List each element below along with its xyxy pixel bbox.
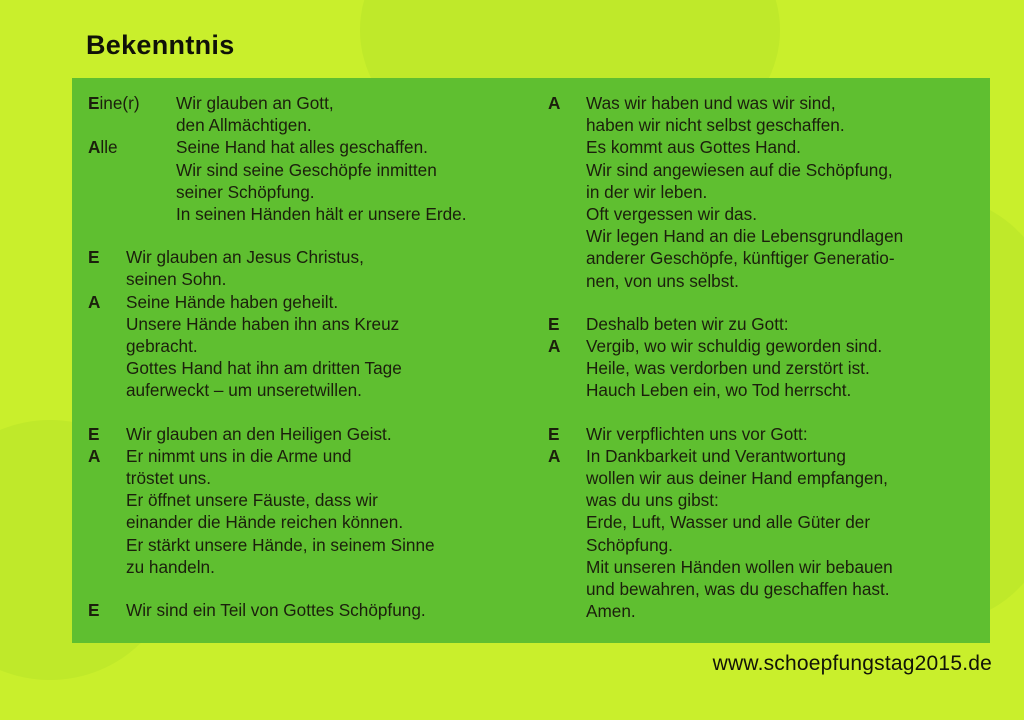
text-line: [88, 136, 528, 158]
line-text: anderer Geschöpfe, künftiger Generatio-: [586, 248, 895, 269]
line-text: Wir sind ein Teil von Gottes Schöpfung.: [126, 600, 426, 621]
speaker-label: [548, 556, 586, 578]
text-block: [548, 313, 978, 402]
line-text: Erde, Luft, Wasser und alle Güter der: [586, 512, 871, 533]
speaker-label: [548, 578, 586, 600]
speaker-label: [548, 600, 586, 622]
speaker-label: E: [88, 247, 100, 268]
text-line: [88, 445, 528, 467]
line-text: Wir sind seine Geschöpfe inmitten: [176, 159, 437, 180]
speaker-label: [88, 114, 176, 136]
line-text: einander die Hände reichen können.: [126, 512, 404, 533]
text-line: [548, 181, 978, 203]
text-line: [88, 599, 528, 621]
speaker-label: A: [548, 336, 561, 357]
text-line: [88, 511, 528, 533]
line-text: Unsere Hände haben ihn ans Kreuz: [126, 313, 400, 334]
text-line: [88, 313, 528, 335]
speaker-label: [548, 489, 586, 511]
line-text: seinen Sohn.: [126, 269, 227, 290]
line-text: Oft vergessen wir das.: [586, 204, 757, 225]
text-line: [88, 203, 528, 225]
text-line: [88, 423, 528, 445]
line-text: Gottes Hand hat ihn am dritten Tage: [126, 358, 402, 379]
line-text: Schöpfung.: [586, 534, 673, 555]
text-line: [88, 379, 528, 401]
text-line: [548, 489, 978, 511]
line-text: was du uns gibst:: [586, 490, 719, 511]
speaker-label: [88, 335, 126, 357]
line-text: Wir legen Hand an die Lebensgrundlagen: [586, 226, 904, 247]
line-text: zu handeln.: [126, 556, 215, 577]
speaker-label: [88, 467, 126, 489]
left-column: [88, 92, 528, 642]
line-text: In Dankbarkeit und Verantwortung: [586, 445, 846, 466]
text-block: [88, 246, 528, 401]
speaker-label: [548, 159, 586, 181]
text-line: [548, 92, 978, 114]
speaker-label: [88, 379, 126, 401]
line-text: Mit unseren Händen wollen wir bebauen: [586, 556, 893, 577]
line-text: wollen wir aus deiner Hand empfangen,: [586, 468, 888, 489]
text-line: [548, 467, 978, 489]
text-line: [548, 114, 978, 136]
line-text: Was wir haben und was wir sind,: [586, 93, 836, 113]
speaker-label: [548, 136, 586, 158]
line-text: Deshalb beten wir zu Gott:: [586, 313, 789, 334]
speaker-label: [548, 270, 586, 292]
text-line: [548, 578, 978, 600]
line-text: Wir glauben an Gott,: [176, 93, 334, 113]
text-line: [88, 181, 528, 203]
line-text: Es kommt aus Gottes Hand.: [586, 137, 801, 158]
speaker-label: [548, 467, 586, 489]
text-line: [88, 268, 528, 290]
text-block: [548, 92, 978, 292]
line-text: Amen.: [586, 601, 636, 622]
line-text: In seinen Händen hält er unsere Erde.: [176, 204, 467, 225]
line-text: den Allmächtigen.: [176, 115, 312, 136]
speaker-label: [548, 203, 586, 225]
right-column: [548, 92, 978, 643]
line-text: tröstet uns.: [126, 468, 212, 489]
speaker-label: Eine(r): [88, 93, 140, 113]
text-line: [548, 136, 978, 158]
line-text: Heile, was verdorben und zerstört ist.: [586, 358, 870, 379]
text-line: [88, 489, 528, 511]
speaker-label: [88, 181, 176, 203]
text-line: [548, 270, 978, 292]
speaker-label: [548, 534, 586, 556]
speaker-label: A: [88, 445, 101, 466]
speaker-label: [548, 114, 586, 136]
speaker-label: [548, 357, 586, 379]
text-line: [548, 600, 978, 622]
text-block: [88, 599, 528, 621]
text-block: [548, 423, 978, 623]
text-line: [548, 335, 978, 357]
text-line: [88, 467, 528, 489]
text-line: [548, 357, 978, 379]
speaker-label: [548, 181, 586, 203]
line-text: Vergib, wo wir schuldig geworden sind.: [586, 336, 883, 357]
text-line: [88, 291, 528, 313]
text-line: [548, 556, 978, 578]
speaker-label: [88, 313, 126, 335]
speaker-label: A: [88, 291, 101, 312]
text-line: [88, 92, 528, 114]
line-text: Hauch Leben ein, wo Tod herrscht.: [586, 380, 852, 401]
text-line: [548, 379, 978, 401]
speaker-label: E: [548, 313, 560, 334]
text-line: [548, 247, 978, 269]
text-line: [88, 246, 528, 268]
text-line: [548, 511, 978, 533]
speaker-label: [88, 556, 126, 578]
text-line: [548, 534, 978, 556]
line-text: Wir sind angewiesen auf die Schöpfung,: [586, 159, 893, 180]
footer-url: www.schoepfungstag2015.de: [712, 652, 992, 675]
speaker-label: [88, 268, 126, 290]
speaker-label: A: [548, 445, 561, 466]
line-text: nen, von uns selbst.: [586, 270, 739, 291]
text-line: [88, 556, 528, 578]
text-line: [548, 313, 978, 335]
speaker-label: E: [548, 423, 560, 444]
text-line: [88, 534, 528, 556]
speaker-label: Alle: [88, 137, 118, 158]
speaker-label: [88, 511, 126, 533]
text-line: [548, 225, 978, 247]
text-line: [548, 445, 978, 467]
line-text: Er stärkt unsere Hände, in seinem Sinne: [126, 534, 435, 555]
text-line: [548, 159, 978, 181]
line-text: Er nimmt uns in die Arme und: [126, 445, 352, 466]
line-text: Seine Hände haben geheilt.: [126, 291, 339, 312]
text-line: [88, 114, 528, 136]
line-text: auferweckt – um unseretwillen.: [126, 380, 362, 401]
line-text: in der wir leben.: [586, 181, 708, 202]
text-line: [88, 159, 528, 181]
line-text: Wir glauben an den Heiligen Geist.: [126, 423, 392, 444]
line-text: haben wir nicht selbst geschaffen.: [586, 115, 845, 136]
text-block: [88, 92, 528, 225]
text-block: [88, 423, 528, 578]
speaker-label: [548, 379, 586, 401]
text-line: [88, 335, 528, 357]
line-text: und bewahren, was du geschaffen hast.: [586, 579, 890, 600]
line-text: Er öffnet unsere Fäuste, dass wir: [126, 490, 378, 511]
text-line: [548, 423, 978, 445]
line-text: seiner Schöpfung.: [176, 181, 315, 202]
speaker-label: [88, 534, 126, 556]
text-line: [548, 203, 978, 225]
line-text: Wir glauben an Jesus Christus,: [126, 247, 364, 268]
line-text: Seine Hand hat alles geschaffen.: [176, 137, 428, 158]
page-title: Bekenntnis: [86, 30, 235, 60]
speaker-label: [88, 159, 176, 181]
speaker-label: E: [88, 600, 100, 621]
speaker-label: [88, 489, 126, 511]
speaker-label: [548, 247, 586, 269]
speaker-label: A: [548, 93, 561, 113]
line-text: gebracht.: [126, 336, 198, 357]
speaker-label: [548, 225, 586, 247]
speaker-label: E: [88, 423, 100, 444]
line-text: Wir verpflichten uns vor Gott:: [586, 423, 808, 444]
speaker-label: [88, 357, 126, 379]
speaker-label: [548, 511, 586, 533]
text-line: [88, 357, 528, 379]
confession-panel: [72, 78, 990, 643]
speaker-label: [88, 203, 176, 225]
